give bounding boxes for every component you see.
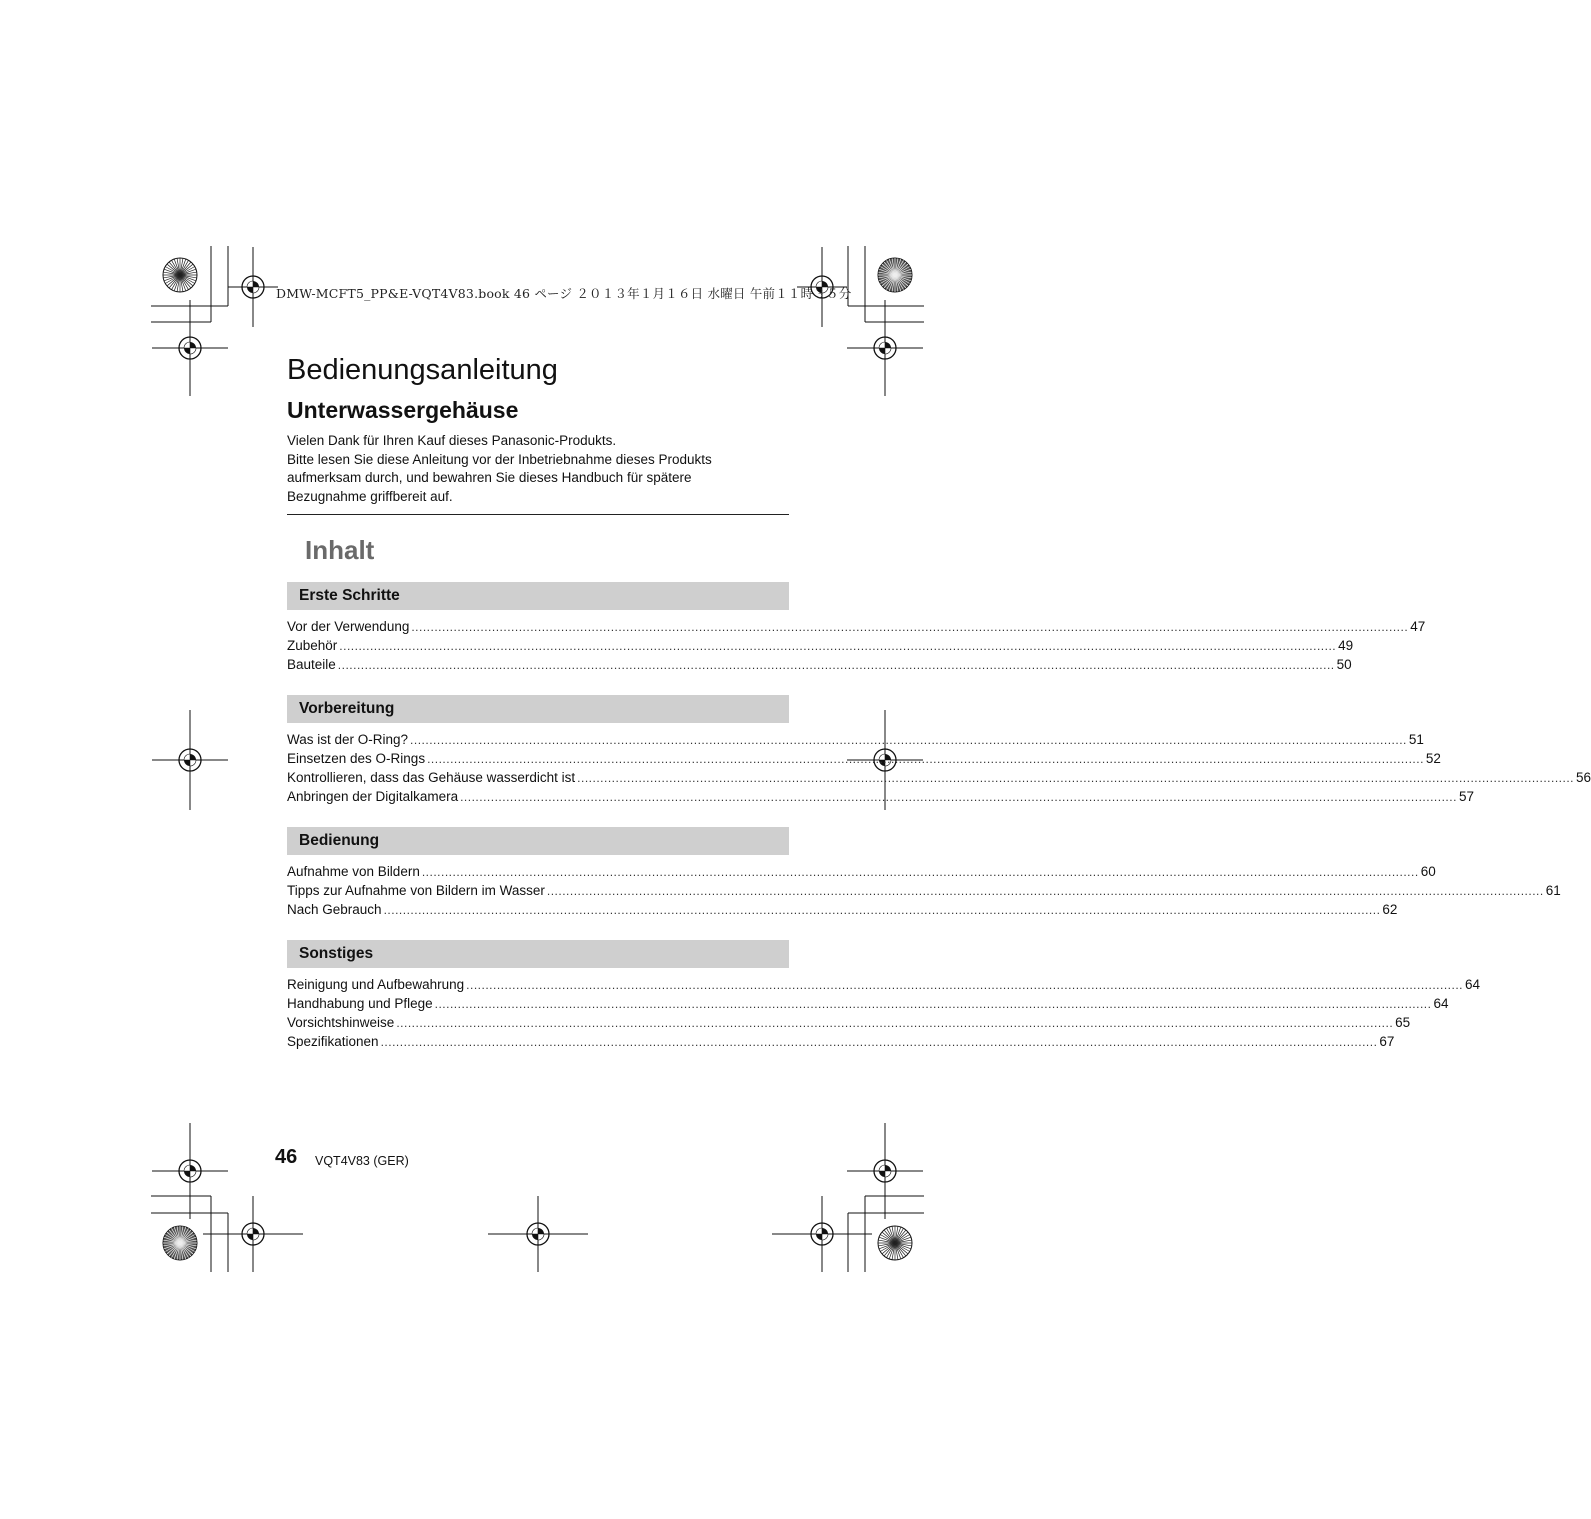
toc-entry-label: Nach Gebrauch: [287, 901, 382, 917]
leader-dots: ....................................................................................................................................................................................................................................................................: [546, 883, 1544, 898]
registration-crosshair-icon: [152, 300, 228, 396]
color-starburst-icon: [878, 258, 912, 292]
toc-entry-label: Aufnahme von Bildern: [287, 864, 420, 879]
page-number: 46: [275, 1146, 298, 1168]
leader-dots: ....................................................................................................................................................................................................................................................................: [466, 978, 1463, 992]
intro-line: Bezugnahme griffbereit auf.: [287, 488, 453, 504]
toc-entry[interactable]: [287, 995, 1449, 1015]
leader-dots: ....................................................................................................................................................................................................................................................................: [421, 865, 1419, 879]
intro-line: Bitte lesen Sie diese Anleitung vor der Inbetriebnahme dieses Produkts: [287, 451, 712, 467]
toc-entry-label: Handhabung und Pflege: [287, 995, 433, 1011]
toc-entry-page: 64: [1465, 977, 1481, 992]
toc-entry-label: Anbringen der Digitalkamera: [287, 788, 459, 804]
leader-dots: ....................................................................................................................................................................................................................................................................: [410, 733, 1407, 747]
toc-entry-page: 65: [1395, 1014, 1411, 1030]
toc-entry[interactable]: [287, 656, 1352, 676]
toc-section-list: [287, 732, 1591, 808]
toc-entry-page: 64: [1433, 995, 1449, 1011]
color-starburst-icon: [878, 1226, 912, 1260]
toc-entry-label: Was ist der O-Ring?: [287, 732, 409, 747]
toc-section-title: Erste Schritte: [287, 582, 789, 610]
toc-entry-page: 52: [1425, 750, 1441, 766]
leader-dots: ....................................................................................................................................................................................................................................................................: [339, 638, 1337, 653]
toc-entry-page: 56: [1576, 769, 1591, 785]
toc-entry-page: 67: [1379, 1033, 1395, 1049]
document-title: Bedienungsanleitung: [287, 354, 558, 386]
intro-paragraph: [287, 432, 789, 506]
toc-entry-page: 60: [1420, 864, 1436, 879]
toc-section-title: Bedienung: [287, 827, 789, 855]
leader-dots: ....................................................................................................................................................................................................................................................................: [460, 789, 1457, 804]
document-code: VQT4V83 (GER): [315, 1154, 409, 1168]
toc-entry-page: 47: [1410, 619, 1426, 634]
toc-entry[interactable]: [287, 788, 1474, 808]
toc-entry-label: Einsetzen des O-Rings: [287, 750, 426, 766]
leader-dots: ....................................................................................................................................................................................................................................................................: [396, 1015, 1394, 1030]
leader-dots: ....................................................................................................................................................................................................................................................................: [427, 751, 1424, 766]
toc-entry[interactable]: [287, 637, 1354, 657]
toc-entry-label: Kontrollieren, dass das Gehäuse wasserdicht ist: [287, 769, 576, 785]
toc-entry[interactable]: [287, 769, 1591, 789]
intro-line: aufmerksam durch, und bewahren Sie dieses Handbuch für spätere: [287, 470, 692, 486]
toc-entry[interactable]: [287, 619, 1426, 638]
leader-dots: ....................................................................................................................................................................................................................................................................: [434, 996, 1432, 1011]
toc-entry[interactable]: [287, 901, 1398, 921]
toc-entry[interactable]: [287, 864, 1436, 883]
toc-entry-page: 49: [1338, 637, 1354, 653]
toc-section-list: [287, 619, 1426, 676]
intro-line: Vielen Dank für Ihren Kauf dieses Panasonic-Produkts.: [287, 433, 617, 448]
toc-section-list: [287, 864, 1561, 921]
toc-entry-page: 57: [1458, 788, 1474, 804]
toc-entry-page: 50: [1336, 656, 1352, 672]
registration-crosshair-icon: [152, 1123, 228, 1219]
color-starburst-icon: [163, 1226, 197, 1260]
toc-section-title: Sonstiges: [287, 940, 789, 968]
leader-dots: ....................................................................................................................................................................................................................................................................: [383, 902, 1381, 917]
document-subtitle: Unterwassergehäuse: [287, 397, 519, 423]
leader-dots: ....................................................................................................................................................................................................................................................................: [411, 620, 1409, 634]
print-header: DMW-MCFT5_PP&E-VQT4V83.book 46 ページ ２０１３年１月１６日 水曜日 午前１１時３５分: [276, 286, 852, 301]
registration-crosshair-icon: [488, 1196, 588, 1272]
toc-heading: Inhalt: [305, 535, 375, 565]
leader-dots: ....................................................................................................................................................................................................................................................................: [577, 770, 1574, 785]
registration-crosshair-icon: [203, 1196, 303, 1272]
toc-entry[interactable]: [287, 882, 1561, 902]
leader-dots: ....................................................................................................................................................................................................................................................................: [380, 1034, 1378, 1049]
toc-entry[interactable]: [287, 750, 1441, 770]
toc-entry-label: Vor der Verwendung: [287, 619, 410, 634]
toc-entry[interactable]: [287, 977, 1481, 996]
leader-dots: ....................................................................................................................................................................................................................................................................: [337, 657, 1335, 672]
toc-entry[interactable]: [287, 1014, 1411, 1034]
registration-crosshair-icon: [847, 1123, 923, 1219]
toc-entry[interactable]: [287, 1033, 1395, 1053]
toc-entry-page: 51: [1408, 732, 1424, 747]
color-starburst-icon: [163, 258, 197, 292]
toc-entry-label: Bauteile: [287, 656, 336, 672]
registration-crosshair-icon: [228, 247, 278, 327]
registration-crosshair-icon: [152, 710, 228, 810]
toc-entry-label: Vorsichtshinweise: [287, 1014, 395, 1030]
toc-entry-label: Spezifikationen: [287, 1033, 379, 1049]
toc-entry-page: 61: [1545, 882, 1561, 898]
divider: [287, 514, 789, 515]
toc-entry-label: Zubehör: [287, 637, 338, 653]
registration-crosshair-icon: [847, 300, 923, 396]
toc-entry[interactable]: [287, 732, 1424, 751]
toc-section-title: Vorbereitung: [287, 695, 789, 723]
toc-entry-page: 62: [1382, 901, 1398, 917]
toc-section-list: [287, 977, 1481, 1053]
toc-entry-label: Reinigung und Aufbewahrung: [287, 977, 465, 992]
toc-entry-label: Tipps zur Aufnahme von Bildern im Wasser: [287, 882, 545, 898]
registration-crosshair-icon: [772, 1196, 872, 1272]
